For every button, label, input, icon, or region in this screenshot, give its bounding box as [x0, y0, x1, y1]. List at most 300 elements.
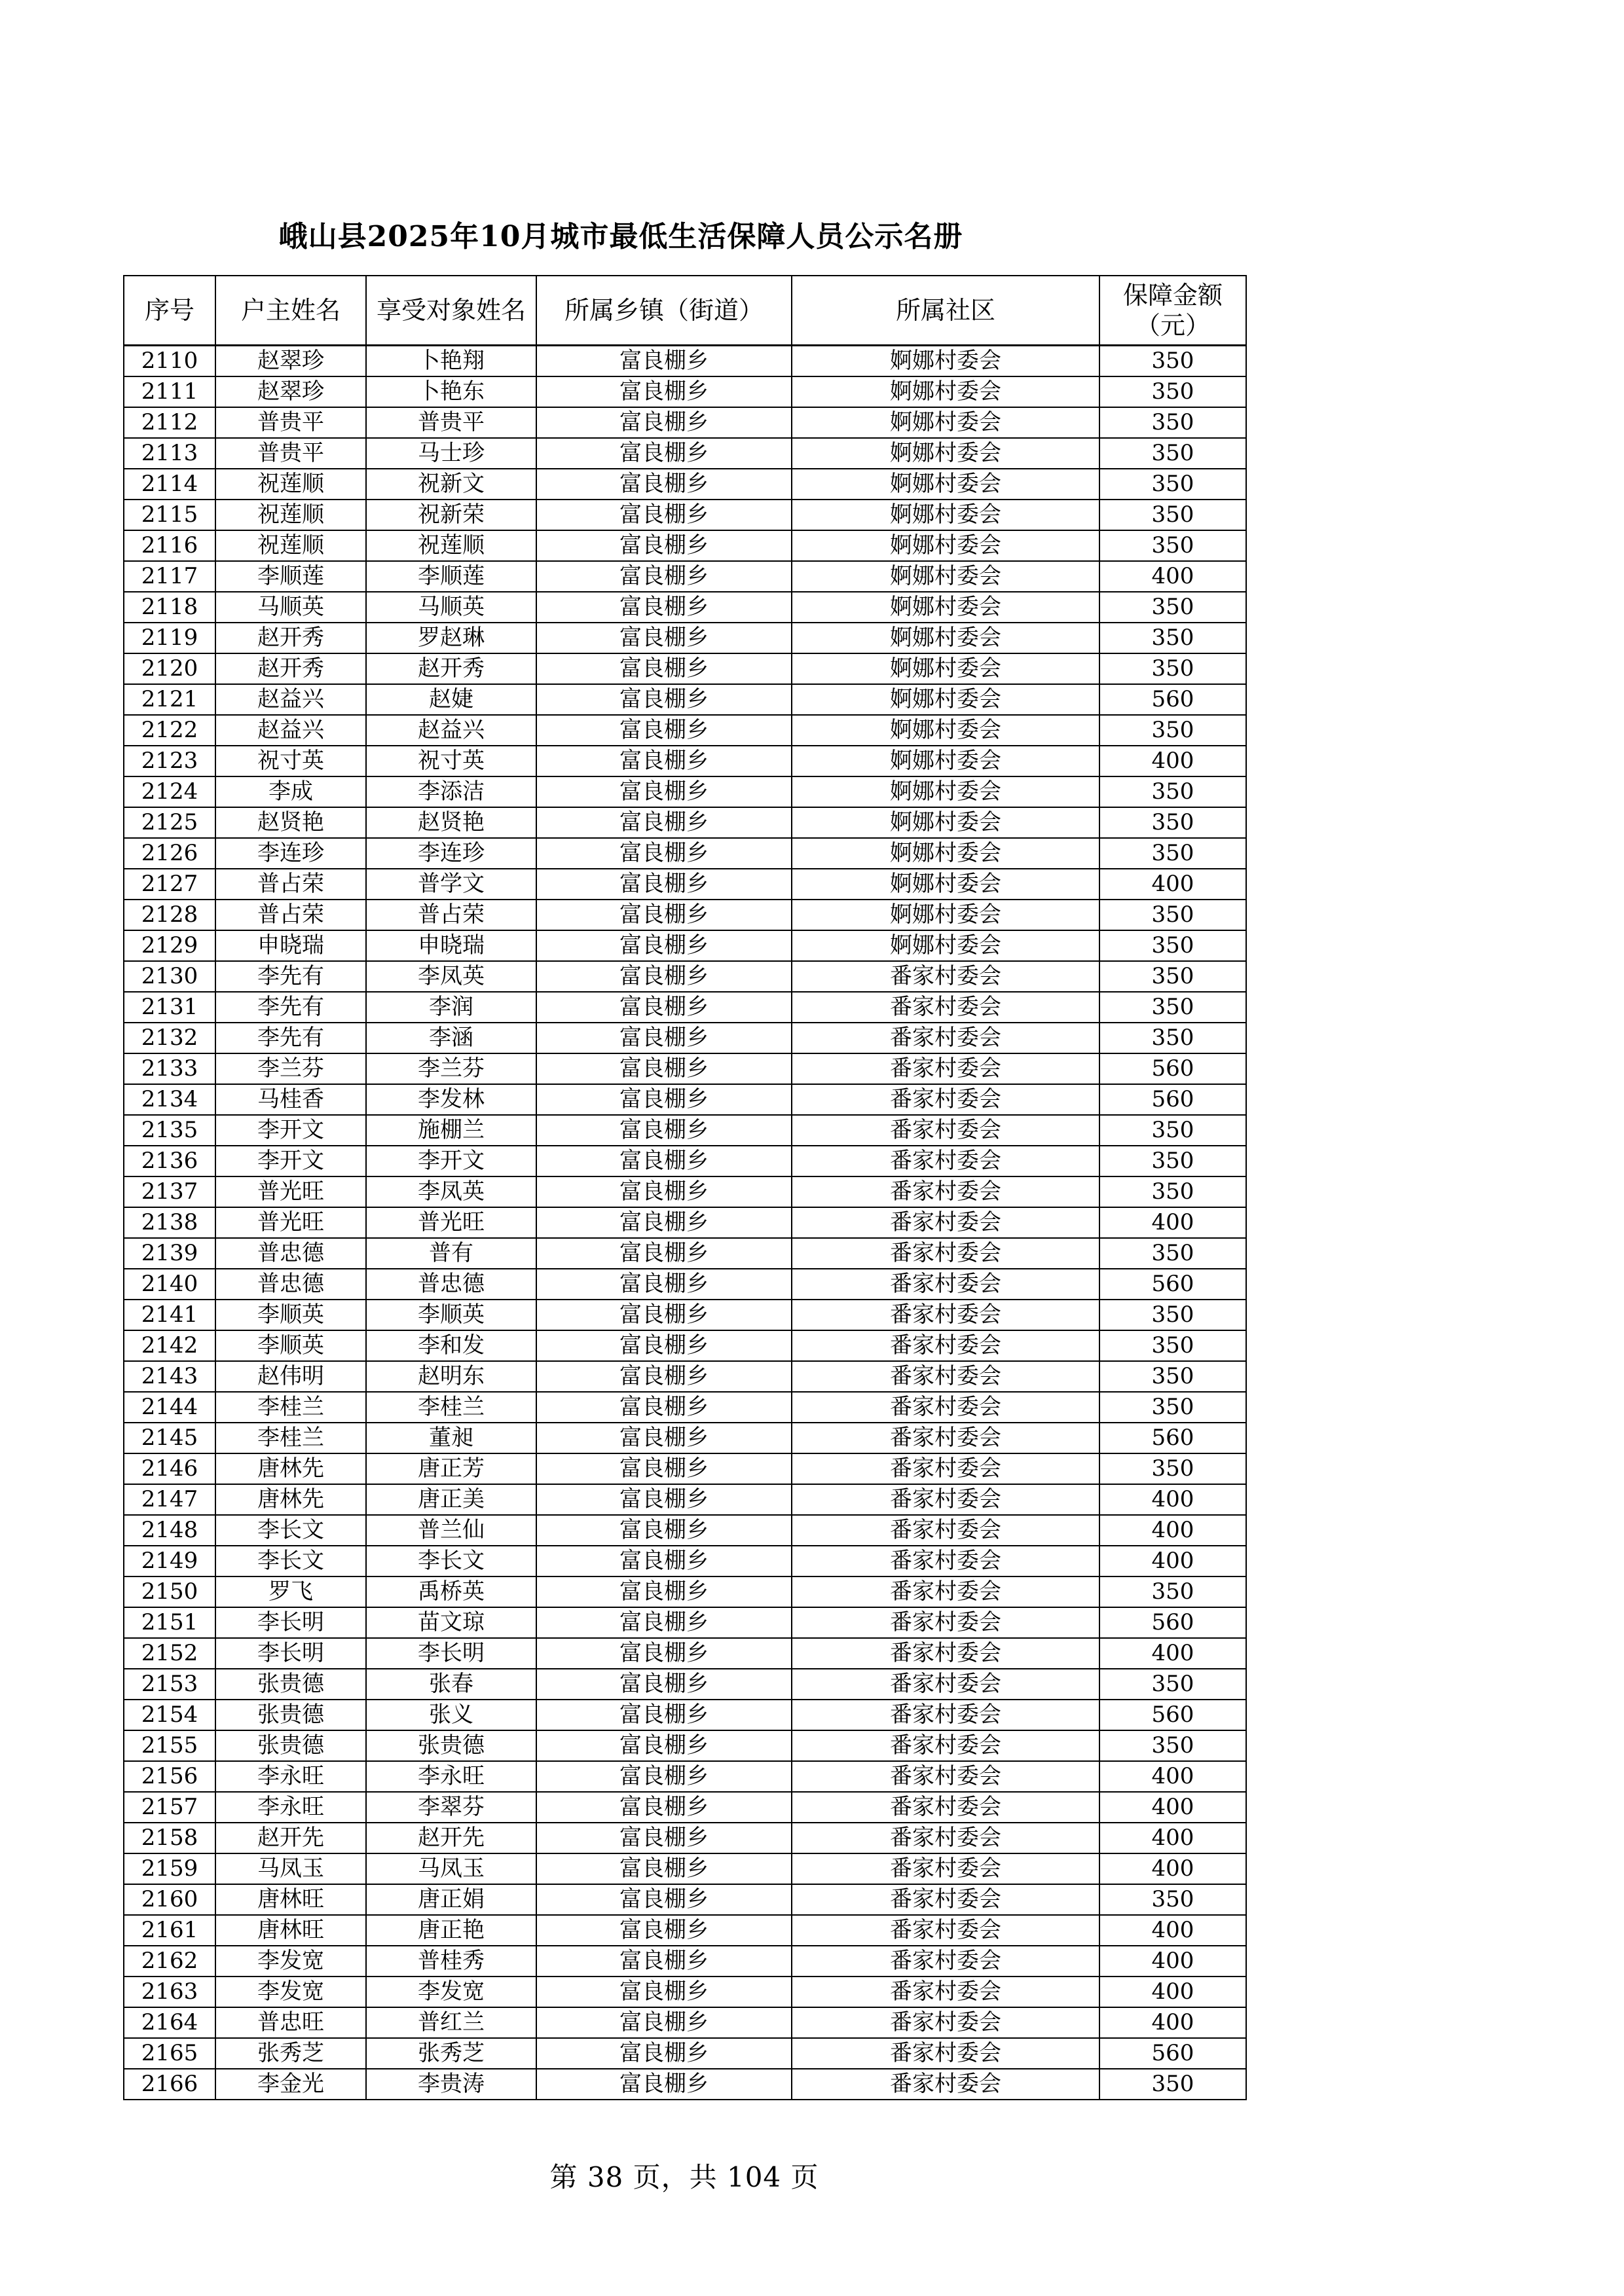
cell-seq: 2138 — [124, 1207, 215, 1238]
cell-township: 富良棚乡 — [536, 1977, 792, 2007]
cell-community: 婀娜村委会 — [792, 900, 1099, 930]
page-footer: 第 38 页，共 104 页 — [549, 2161, 819, 2193]
cell-beneficiary: 卜艳东 — [366, 376, 536, 407]
cell-amount: 350 — [1099, 1669, 1246, 1700]
cell-community: 番家村委会 — [792, 1361, 1099, 1392]
cell-seq: 2123 — [124, 746, 215, 776]
cell-amount: 400 — [1099, 1484, 1246, 1515]
cell-amount: 350 — [1099, 807, 1246, 838]
cell-beneficiary: 普有 — [366, 1238, 536, 1269]
cell-amount: 350 — [1099, 776, 1246, 807]
cell-seq: 2155 — [124, 1730, 215, 1761]
cell-community: 婀娜村委会 — [792, 500, 1099, 530]
cell-community: 番家村委会 — [792, 1823, 1099, 1853]
cell-township: 富良棚乡 — [536, 1269, 792, 1300]
cell-amount: 560 — [1099, 1053, 1246, 1084]
cell-beneficiary: 张秀芝 — [366, 2038, 536, 2069]
cell-amount: 350 — [1099, 438, 1246, 469]
cell-beneficiary: 普贵平 — [366, 407, 536, 438]
cell-township: 富良棚乡 — [536, 1238, 792, 1269]
cell-householder: 李先有 — [215, 992, 366, 1023]
cell-community: 番家村委会 — [792, 1207, 1099, 1238]
cell-householder: 李发宽 — [215, 1977, 366, 2007]
header-beneficiary: 享受对象姓名 — [366, 276, 536, 346]
table-row — [124, 1269, 1246, 1300]
cell-seq: 2148 — [124, 1515, 215, 1546]
cell-community: 番家村委会 — [792, 1515, 1099, 1546]
cell-beneficiary: 李长明 — [366, 1638, 536, 1669]
cell-amount: 400 — [1099, 2007, 1246, 2038]
cell-householder: 唐林先 — [215, 1484, 366, 1515]
cell-householder: 普忠德 — [215, 1269, 366, 1300]
cell-beneficiary: 赵明东 — [366, 1361, 536, 1392]
cell-householder: 张贵德 — [215, 1700, 366, 1730]
cell-township: 富良棚乡 — [536, 1330, 792, 1361]
cell-amount: 400 — [1099, 1915, 1246, 1946]
table-row — [124, 1115, 1246, 1146]
cell-township: 富良棚乡 — [536, 561, 792, 592]
cell-community: 番家村委会 — [792, 1884, 1099, 1915]
cell-beneficiary: 禹桥英 — [366, 1576, 536, 1607]
cell-seq: 2160 — [124, 1884, 215, 1915]
cell-beneficiary: 李添洁 — [366, 776, 536, 807]
cell-beneficiary: 李翠芬 — [366, 1792, 536, 1823]
cell-community: 婀娜村委会 — [792, 469, 1099, 500]
table-row — [124, 561, 1246, 592]
table-row — [124, 1638, 1246, 1669]
cell-beneficiary: 李连珍 — [366, 838, 536, 869]
cell-township: 富良棚乡 — [536, 1546, 792, 1576]
cell-householder: 李先有 — [215, 961, 366, 992]
cell-seq: 2124 — [124, 776, 215, 807]
cell-amount: 400 — [1099, 1546, 1246, 1576]
cell-amount: 350 — [1099, 900, 1246, 930]
cell-seq: 2146 — [124, 1453, 215, 1484]
cell-seq: 2151 — [124, 1607, 215, 1638]
cell-householder: 祝莲顺 — [215, 500, 366, 530]
cell-township: 富良棚乡 — [536, 653, 792, 684]
cell-township: 富良棚乡 — [536, 746, 792, 776]
table-row — [124, 592, 1246, 623]
cell-householder: 普占荣 — [215, 869, 366, 900]
cell-seq: 2130 — [124, 961, 215, 992]
cell-seq: 2142 — [124, 1330, 215, 1361]
cell-seq: 2121 — [124, 684, 215, 715]
cell-community: 婀娜村委会 — [792, 930, 1099, 961]
cell-township: 富良棚乡 — [536, 1392, 792, 1423]
cell-beneficiary: 唐正艳 — [366, 1915, 536, 1946]
roster-table — [123, 275, 1247, 2100]
cell-seq: 2129 — [124, 930, 215, 961]
cell-seq: 2154 — [124, 1700, 215, 1730]
cell-community: 婀娜村委会 — [792, 776, 1099, 807]
cell-township: 富良棚乡 — [536, 1423, 792, 1453]
cell-householder: 李兰芬 — [215, 1053, 366, 1084]
cell-householder: 赵开秀 — [215, 653, 366, 684]
cell-amount: 350 — [1099, 1238, 1246, 1269]
cell-amount: 350 — [1099, 592, 1246, 623]
cell-community: 婀娜村委会 — [792, 807, 1099, 838]
cell-householder: 唐林先 — [215, 1453, 366, 1484]
cell-seq: 2120 — [124, 653, 215, 684]
cell-seq: 2131 — [124, 992, 215, 1023]
cell-amount: 560 — [1099, 1084, 1246, 1115]
cell-amount: 400 — [1099, 1792, 1246, 1823]
cell-community: 婀娜村委会 — [792, 407, 1099, 438]
cell-seq: 2136 — [124, 1146, 215, 1176]
cell-householder: 李永旺 — [215, 1761, 366, 1792]
cell-township: 富良棚乡 — [536, 1146, 792, 1176]
cell-township: 富良棚乡 — [536, 530, 792, 561]
cell-community: 番家村委会 — [792, 1300, 1099, 1330]
cell-amount: 350 — [1099, 346, 1246, 377]
cell-community: 番家村委会 — [792, 1115, 1099, 1146]
cell-community: 番家村委会 — [792, 1084, 1099, 1115]
cell-beneficiary: 马凤玉 — [366, 1853, 536, 1884]
cell-seq: 2144 — [124, 1392, 215, 1423]
cell-community: 番家村委会 — [792, 1453, 1099, 1484]
table-row — [124, 1361, 1246, 1392]
document-title: 峨山县2025年10月城市最低生活保障人员公示名册 — [278, 220, 963, 253]
cell-township: 富良棚乡 — [536, 1084, 792, 1115]
cell-amount: 350 — [1099, 961, 1246, 992]
cell-seq: 2141 — [124, 1300, 215, 1330]
cell-householder: 赵益兴 — [215, 715, 366, 746]
header-seq: 序号 — [124, 276, 215, 346]
cell-amount: 560 — [1099, 1607, 1246, 1638]
cell-householder: 李长明 — [215, 1638, 366, 1669]
cell-community: 番家村委会 — [792, 1576, 1099, 1607]
header-community: 所属社区 — [792, 276, 1099, 346]
cell-amount: 350 — [1099, 838, 1246, 869]
cell-householder: 李成 — [215, 776, 366, 807]
cell-beneficiary: 董昶 — [366, 1423, 536, 1453]
cell-householder: 罗飞 — [215, 1576, 366, 1607]
cell-beneficiary: 张贵德 — [366, 1730, 536, 1761]
cell-community: 婀娜村委会 — [792, 561, 1099, 592]
cell-community: 番家村委会 — [792, 1176, 1099, 1207]
cell-householder: 李桂兰 — [215, 1423, 366, 1453]
cell-seq: 2139 — [124, 1238, 215, 1269]
cell-township: 富良棚乡 — [536, 1853, 792, 1884]
cell-seq: 2128 — [124, 900, 215, 930]
cell-beneficiary: 普兰仙 — [366, 1515, 536, 1546]
table-row — [124, 500, 1246, 530]
cell-beneficiary: 卜艳翔 — [366, 346, 536, 377]
cell-seq: 2126 — [124, 838, 215, 869]
cell-township: 富良棚乡 — [536, 1207, 792, 1238]
cell-community: 番家村委会 — [792, 2069, 1099, 2100]
table-row — [124, 1884, 1246, 1915]
table-row — [124, 1176, 1246, 1207]
cell-amount: 350 — [1099, 1115, 1246, 1146]
cell-township: 富良棚乡 — [536, 1115, 792, 1146]
cell-householder: 赵翠珍 — [215, 376, 366, 407]
cell-beneficiary: 李和发 — [366, 1330, 536, 1361]
cell-seq: 2162 — [124, 1946, 215, 1977]
cell-householder: 李长文 — [215, 1546, 366, 1576]
cell-township: 富良棚乡 — [536, 1884, 792, 1915]
cell-township: 富良棚乡 — [536, 1176, 792, 1207]
cell-amount: 560 — [1099, 1269, 1246, 1300]
cell-township: 富良棚乡 — [536, 500, 792, 530]
table-row — [124, 684, 1246, 715]
cell-community: 番家村委会 — [792, 1238, 1099, 1269]
cell-seq: 2165 — [124, 2038, 215, 2069]
table-row — [124, 1053, 1246, 1084]
cell-township: 富良棚乡 — [536, 838, 792, 869]
cell-beneficiary: 赵婕 — [366, 684, 536, 715]
cell-beneficiary: 祝寸英 — [366, 746, 536, 776]
cell-householder: 张秀芝 — [215, 2038, 366, 2069]
table-row — [124, 1761, 1246, 1792]
cell-seq: 2137 — [124, 1176, 215, 1207]
cell-seq: 2133 — [124, 1053, 215, 1084]
cell-township: 富良棚乡 — [536, 1823, 792, 1853]
table-row — [124, 1946, 1246, 1977]
cell-community: 番家村委会 — [792, 1053, 1099, 1084]
cell-seq: 2122 — [124, 715, 215, 746]
cell-beneficiary: 李永旺 — [366, 1761, 536, 1792]
table-row — [124, 1515, 1246, 1546]
cell-township: 富良棚乡 — [536, 623, 792, 653]
cell-householder: 普忠旺 — [215, 2007, 366, 2038]
table-row — [124, 1792, 1246, 1823]
cell-seq: 2158 — [124, 1823, 215, 1853]
cell-householder: 唐林旺 — [215, 1884, 366, 1915]
cell-beneficiary: 祝新荣 — [366, 500, 536, 530]
cell-beneficiary: 赵贤艳 — [366, 807, 536, 838]
cell-seq: 2118 — [124, 592, 215, 623]
cell-seq: 2110 — [124, 346, 215, 377]
cell-seq: 2140 — [124, 1269, 215, 1300]
table-row — [124, 869, 1246, 900]
cell-community: 番家村委会 — [792, 1392, 1099, 1423]
cell-amount: 350 — [1099, 1176, 1246, 1207]
cell-beneficiary: 李凤英 — [366, 961, 536, 992]
table-row — [124, 1023, 1246, 1053]
cell-community: 番家村委会 — [792, 961, 1099, 992]
table-row — [124, 1453, 1246, 1484]
cell-householder: 李顺莲 — [215, 561, 366, 592]
table-row — [124, 1546, 1246, 1576]
cell-amount: 400 — [1099, 1946, 1246, 1977]
cell-seq: 2132 — [124, 1023, 215, 1053]
cell-beneficiary: 唐正娟 — [366, 1884, 536, 1915]
cell-township: 富良棚乡 — [536, 1915, 792, 1946]
table-row — [124, 623, 1246, 653]
table-body — [124, 346, 1246, 2100]
cell-township: 富良棚乡 — [536, 900, 792, 930]
cell-community: 番家村委会 — [792, 1638, 1099, 1669]
cell-community: 婀娜村委会 — [792, 438, 1099, 469]
table-row — [124, 1423, 1246, 1453]
cell-community: 番家村委会 — [792, 992, 1099, 1023]
header-amount — [1099, 276, 1246, 346]
cell-amount: 350 — [1099, 1146, 1246, 1176]
cell-community: 婀娜村委会 — [792, 623, 1099, 653]
cell-beneficiary: 祝莲顺 — [366, 530, 536, 561]
cell-community: 番家村委会 — [792, 1669, 1099, 1700]
cell-seq: 2149 — [124, 1546, 215, 1576]
table-header — [124, 276, 1246, 346]
cell-community: 婀娜村委会 — [792, 684, 1099, 715]
cell-seq: 2134 — [124, 1084, 215, 1115]
cell-householder: 祝莲顺 — [215, 469, 366, 500]
cell-township: 富良棚乡 — [536, 2038, 792, 2069]
cell-township: 富良棚乡 — [536, 592, 792, 623]
cell-community: 番家村委会 — [792, 1761, 1099, 1792]
cell-beneficiary: 李长文 — [366, 1546, 536, 1576]
cell-township: 富良棚乡 — [536, 376, 792, 407]
cell-beneficiary: 普桂秀 — [366, 1946, 536, 1977]
cell-beneficiary: 赵开先 — [366, 1823, 536, 1853]
cell-beneficiary: 李发林 — [366, 1084, 536, 1115]
cell-amount: 350 — [1099, 653, 1246, 684]
cell-seq: 2135 — [124, 1115, 215, 1146]
table-row — [124, 992, 1246, 1023]
cell-seq: 2125 — [124, 807, 215, 838]
cell-community: 婀娜村委会 — [792, 530, 1099, 561]
cell-township: 富良棚乡 — [536, 1792, 792, 1823]
cell-beneficiary: 普忠德 — [366, 1269, 536, 1300]
cell-seq: 2161 — [124, 1915, 215, 1946]
cell-township: 富良棚乡 — [536, 2069, 792, 2100]
table-row — [124, 1730, 1246, 1761]
cell-householder: 李永旺 — [215, 1792, 366, 1823]
cell-amount: 560 — [1099, 1700, 1246, 1730]
cell-householder: 李长明 — [215, 1607, 366, 1638]
cell-amount: 350 — [1099, 376, 1246, 407]
header-amount-line2: （元） — [1135, 311, 1210, 340]
table-row — [124, 1977, 1246, 2007]
cell-beneficiary: 李贵涛 — [366, 2069, 536, 2100]
cell-beneficiary: 马顺英 — [366, 592, 536, 623]
table-row — [124, 1669, 1246, 1700]
table-row — [124, 1330, 1246, 1361]
cell-township: 富良棚乡 — [536, 930, 792, 961]
cell-householder: 马桂香 — [215, 1084, 366, 1115]
cell-township: 富良棚乡 — [536, 1946, 792, 1977]
table-row — [124, 346, 1246, 377]
cell-householder: 普贵平 — [215, 407, 366, 438]
cell-community: 婀娜村委会 — [792, 715, 1099, 746]
cell-community: 番家村委会 — [792, 2038, 1099, 2069]
table-row — [124, 2038, 1246, 2069]
cell-beneficiary: 祝新文 — [366, 469, 536, 500]
cell-seq: 2113 — [124, 438, 215, 469]
cell-community: 婀娜村委会 — [792, 746, 1099, 776]
cell-householder: 普光旺 — [215, 1207, 366, 1238]
cell-township: 富良棚乡 — [536, 715, 792, 746]
cell-township: 富良棚乡 — [536, 1361, 792, 1392]
cell-beneficiary: 赵开秀 — [366, 653, 536, 684]
header-householder: 户主姓名 — [215, 276, 366, 346]
cell-beneficiary: 施棚兰 — [366, 1115, 536, 1146]
cell-seq: 2114 — [124, 469, 215, 500]
cell-township: 富良棚乡 — [536, 1023, 792, 1053]
cell-township: 富良棚乡 — [536, 807, 792, 838]
table-row — [124, 1207, 1246, 1238]
cell-householder: 赵益兴 — [215, 684, 366, 715]
cell-township: 富良棚乡 — [536, 1607, 792, 1638]
cell-seq: 2152 — [124, 1638, 215, 1669]
table-row — [124, 1484, 1246, 1515]
cell-householder: 李先有 — [215, 1023, 366, 1053]
table-row — [124, 900, 1246, 930]
table-row — [124, 1300, 1246, 1330]
cell-beneficiary: 李发宽 — [366, 1977, 536, 2007]
table-row — [124, 1146, 1246, 1176]
cell-township: 富良棚乡 — [536, 1669, 792, 1700]
cell-householder: 李连珍 — [215, 838, 366, 869]
cell-householder: 李开文 — [215, 1146, 366, 1176]
cell-amount: 350 — [1099, 623, 1246, 653]
table-row — [124, 530, 1246, 561]
cell-beneficiary: 李顺英 — [366, 1300, 536, 1330]
cell-seq: 2153 — [124, 1669, 215, 1700]
cell-beneficiary: 普红兰 — [366, 2007, 536, 2038]
cell-amount: 350 — [1099, 1576, 1246, 1607]
cell-community: 番家村委会 — [792, 1546, 1099, 1576]
cell-township: 富良棚乡 — [536, 1700, 792, 1730]
cell-seq: 2159 — [124, 1853, 215, 1884]
cell-beneficiary: 李润 — [366, 992, 536, 1023]
cell-beneficiary: 马士珍 — [366, 438, 536, 469]
cell-community: 婀娜村委会 — [792, 869, 1099, 900]
table-row — [124, 1607, 1246, 1638]
cell-seq: 2111 — [124, 376, 215, 407]
cell-seq: 2145 — [124, 1423, 215, 1453]
table-row — [124, 807, 1246, 838]
cell-township: 富良棚乡 — [536, 684, 792, 715]
cell-amount: 350 — [1099, 1884, 1246, 1915]
cell-amount: 350 — [1099, 1300, 1246, 1330]
table-row — [124, 407, 1246, 438]
cell-beneficiary: 赵益兴 — [366, 715, 536, 746]
cell-amount: 350 — [1099, 530, 1246, 561]
cell-township: 富良棚乡 — [536, 992, 792, 1023]
cell-community: 番家村委会 — [792, 1423, 1099, 1453]
cell-householder: 申晓瑞 — [215, 930, 366, 961]
cell-beneficiary: 普学文 — [366, 869, 536, 900]
cell-beneficiary: 李兰芬 — [366, 1053, 536, 1084]
cell-beneficiary: 苗文琼 — [366, 1607, 536, 1638]
table-row — [124, 653, 1246, 684]
cell-householder: 赵贤艳 — [215, 807, 366, 838]
cell-township: 富良棚乡 — [536, 2007, 792, 2038]
table-row — [124, 838, 1246, 869]
cell-beneficiary: 李桂兰 — [366, 1392, 536, 1423]
cell-amount: 400 — [1099, 869, 1246, 900]
cell-community: 婀娜村委会 — [792, 653, 1099, 684]
header-township: 所属乡镇（街道） — [536, 276, 792, 346]
cell-householder: 李顺英 — [215, 1330, 366, 1361]
cell-amount: 350 — [1099, 992, 1246, 1023]
table-row — [124, 1853, 1246, 1884]
table-row — [124, 930, 1246, 961]
cell-community: 番家村委会 — [792, 1730, 1099, 1761]
cell-seq: 2143 — [124, 1361, 215, 1392]
cell-seq: 2116 — [124, 530, 215, 561]
cell-householder: 普占荣 — [215, 900, 366, 930]
cell-amount: 350 — [1099, 1361, 1246, 1392]
cell-householder: 张贵德 — [215, 1669, 366, 1700]
cell-seq: 2112 — [124, 407, 215, 438]
cell-township: 富良棚乡 — [536, 1638, 792, 1669]
cell-community: 婀娜村委会 — [792, 346, 1099, 377]
cell-householder: 李顺英 — [215, 1300, 366, 1330]
